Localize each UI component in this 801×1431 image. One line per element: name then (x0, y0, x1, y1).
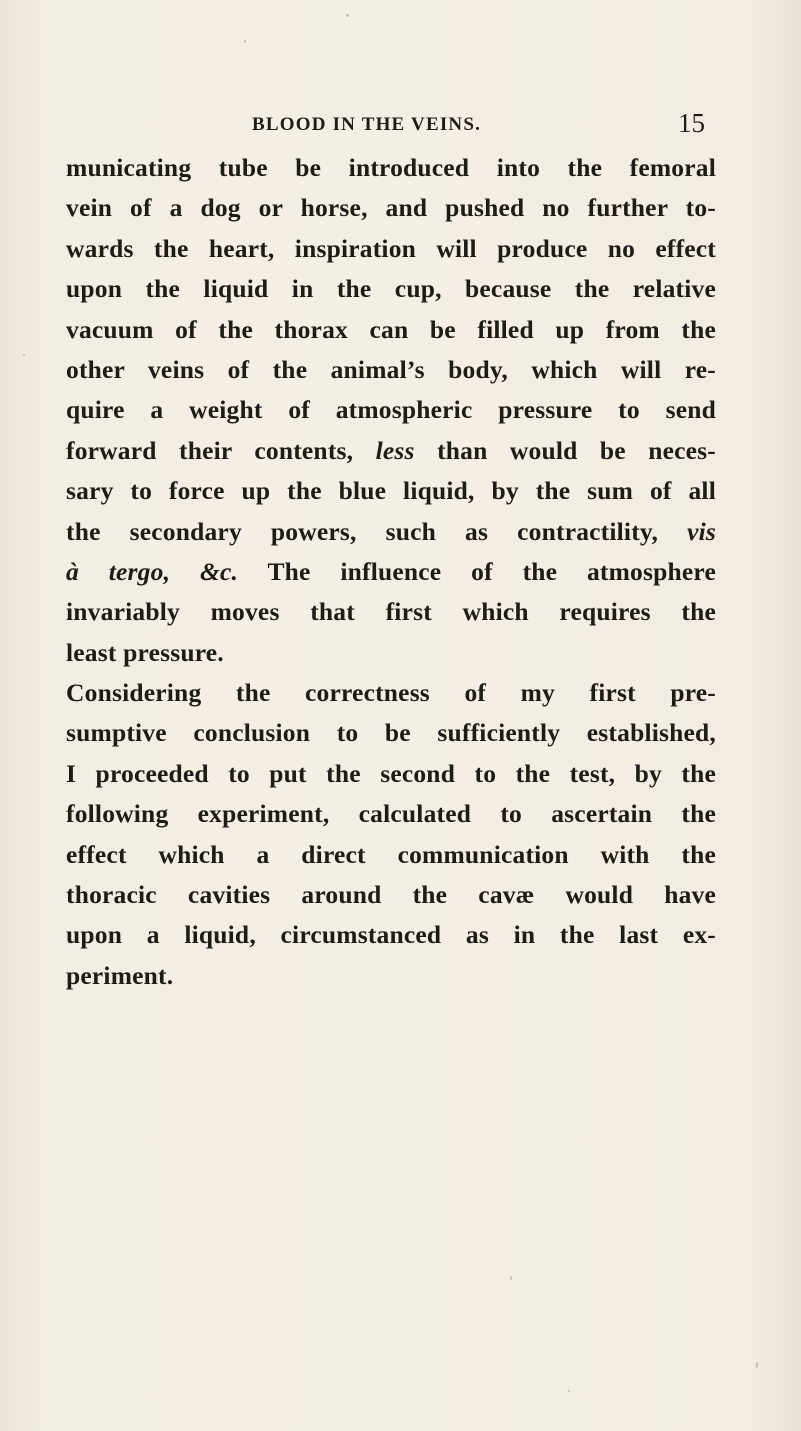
text-segment: municating tube be introduced into the femoral (66, 153, 716, 182)
running-head (0, 108, 801, 144)
text-line (66, 835, 716, 875)
paper-speck (756, 1362, 758, 1368)
page-number: 15 (678, 108, 705, 138)
text-line (66, 875, 716, 915)
italic-phrase: à tergo, &c. (66, 556, 239, 586)
text-segment: I proceeded to put the second to the test, by the (66, 758, 716, 788)
text-segment: upon the liquid in the cup, because the relative (66, 274, 716, 304)
text-segment: vacuum of the thorax can be filled up from the (66, 314, 716, 344)
text-line (66, 633, 716, 673)
text-segment: wards the heart, inspiration will produce no effect (66, 233, 716, 263)
text-segment: sumptive conclusion to be sufficiently established, (66, 718, 716, 748)
text-segment: quire a weight of atmospheric pressure to send (66, 395, 716, 425)
text-segment: least pressure. (66, 637, 224, 667)
paper-speck (510, 1276, 512, 1280)
text-segment: forward their contents, (66, 435, 376, 465)
paper-speck (568, 1390, 570, 1392)
text-line (66, 794, 716, 834)
text-segment: thoracic cavities around the cavæ would have (66, 880, 716, 910)
text-segment: than would be neces- (414, 435, 716, 465)
text-line (66, 390, 716, 430)
paper-speck (244, 40, 246, 43)
text-line (66, 552, 716, 592)
text-line (66, 592, 716, 632)
paper-speck (23, 354, 25, 356)
text-line (66, 673, 716, 713)
text-line (66, 713, 716, 753)
text-line (66, 431, 716, 471)
text-segment: following experiment, calculated to ascertain the (66, 799, 716, 829)
text-segment: sary to force up the blue liquid, by the sum of all (66, 476, 716, 506)
text-line (66, 512, 716, 552)
paper-speck (346, 14, 349, 17)
running-title: BLOOD IN THE VEINS. (252, 114, 482, 135)
text-line (66, 310, 716, 350)
text-segment: effect which a direct communication with the (66, 839, 716, 869)
text-segment: invariably moves that first which requires the (66, 597, 716, 627)
body-text (66, 148, 716, 996)
italic-word: vis (687, 516, 716, 546)
text-line (66, 471, 716, 511)
text-segment: periment. (66, 960, 174, 990)
italic-word: less (375, 435, 415, 465)
text-line (66, 915, 716, 955)
text-line (66, 148, 716, 188)
text-line (66, 754, 716, 794)
text-line (66, 188, 716, 228)
text-line (66, 350, 716, 390)
text-segment: The influence of the atmosphere (238, 556, 716, 586)
text-segment: upon a liquid, circumstanced as in the last ex- (66, 920, 716, 950)
text-segment: vein of a dog or horse, and pushed no further to- (66, 193, 716, 223)
text-line (66, 956, 716, 996)
text-segment: the secondary powers, such as contractility, (66, 516, 688, 546)
text-segment: other veins of the animal’s body, which will re- (66, 354, 716, 384)
text-segment: Considering the correctness of my first pre- (66, 678, 716, 708)
text-line (66, 269, 716, 309)
text-line (66, 229, 716, 269)
